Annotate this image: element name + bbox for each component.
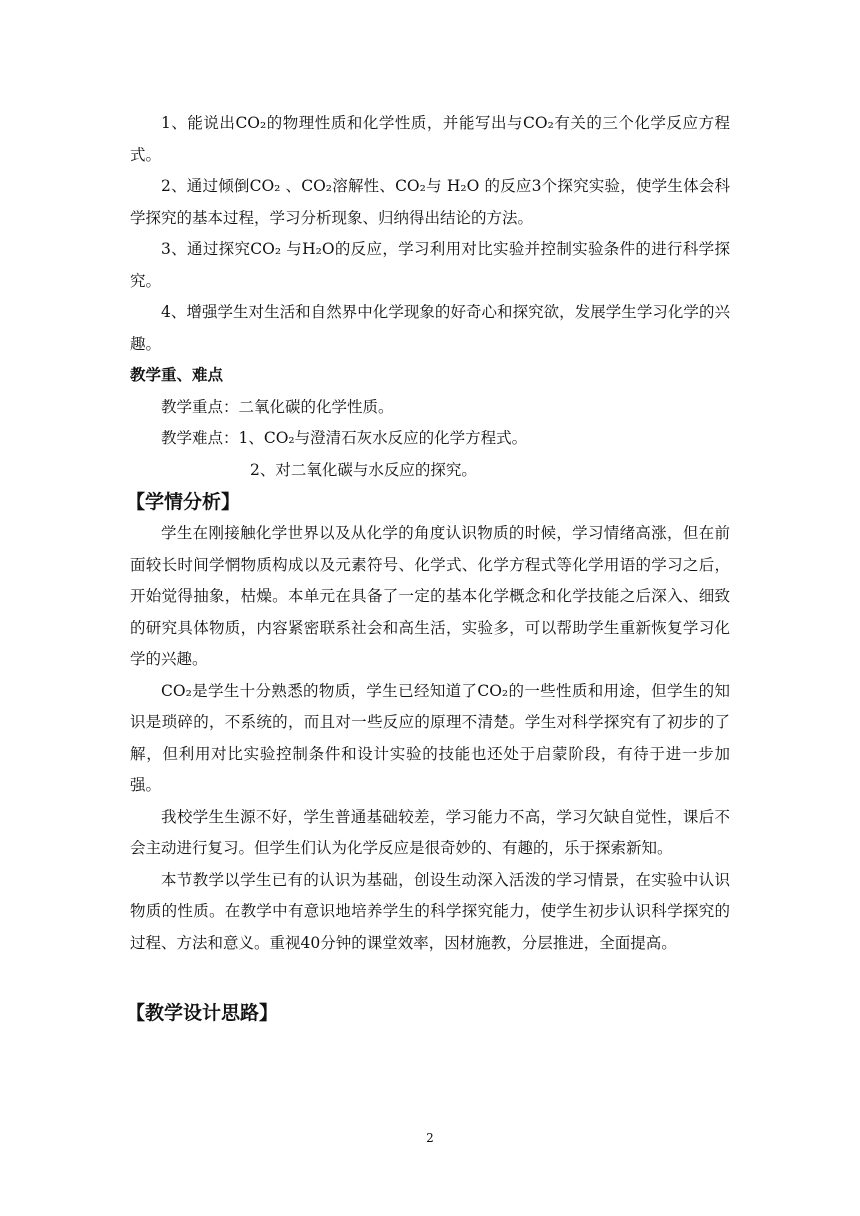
key-point-difficulty-1: 教学难点：1、CO₂与澄清石灰水反应的化学方程式。: [161, 429, 528, 447]
analysis-paragraph-1: 学生在刚接触化学世界以及从化学的角度认识物质的时候，学习情绪高涨，但在前面较长时间学惘物质构成以及元素符号、化学式、化学方程式等化学用语的学习之后，开始觉得抽象，枯燥。本单元在具备了一定的基本化学概念和化学技能之后深入、细致的研究具体物质，内容紧密联系社会和高生活，实验多，可以帮助学生重新恢复学习化学的兴趣。: [130, 524, 730, 668]
analysis-heading: 【学情分析】: [126, 491, 241, 513]
objective-3: 3、通过探究CO₂ 与H₂O的反应，学习利用对比实验并控制实验条件的进行科学探究。: [130, 240, 730, 290]
section-spacer: [130, 959, 730, 997]
page-content: [126, 108, 730, 1029]
analysis-paragraph-4: 本节教学以学生已有的认识为基础，创设生动深入活泼的学习情景，在实验中认识物质的性质。在教学中有意识地培养学生的科学探究能力，使学生初步认识科学探究的过程、方法和意义。重视40分钟的课堂效率，因材施教，分层推进，全面提高。: [130, 870, 730, 952]
page-number: 2: [426, 1131, 434, 1145]
analysis-paragraph-3: 我校学生生源不好，学生普通基础较差，学习能力不高，学习欠缺自觉性，课后不会主动进行复习。但学生们认为化学反应是很奇妙的、有趣的，乐于探索新知。: [130, 807, 730, 857]
key-point-focus: 教学重点：二氧化碳的化学性质。: [161, 397, 394, 416]
objective-4: 4、增强学生对生活和自然界中化学现象的好奇心和探究欲，发展学生学习化学的兴趣。: [130, 303, 730, 353]
key-point-difficulty-2: 2、对二氧化碳与水反应的探究。: [250, 460, 477, 479]
analysis-paragraph-2: CO₂是学生十分熟悉的物质，学生已经知道了CO₂的一些性质和用途，但学生的知识是琐碎的，不系统的，而且对一些反应的原理不清楚。学生对科学探究有了初步的了解，但利用对比实验控制条件和设计实验的技能也还处于启蒙阶段，有待于进一步加强。: [130, 681, 730, 794]
design-heading: 【教学设计思路】: [126, 1002, 279, 1024]
objective-1: 1、能说出CO₂的物理性质和化学性质，并能写出与CO₂有关的三个化学反应方程式。: [130, 114, 730, 164]
key-points-heading: 教学重、难点: [130, 366, 224, 384]
objective-2: 2、通过倾倒CO₂ 、CO₂溶解性、CO₂与 H₂O 的反应3个探究实验，使学生体会科学探究的基本过程，学习分析现象、归纳得出结论的方法。: [130, 177, 730, 227]
